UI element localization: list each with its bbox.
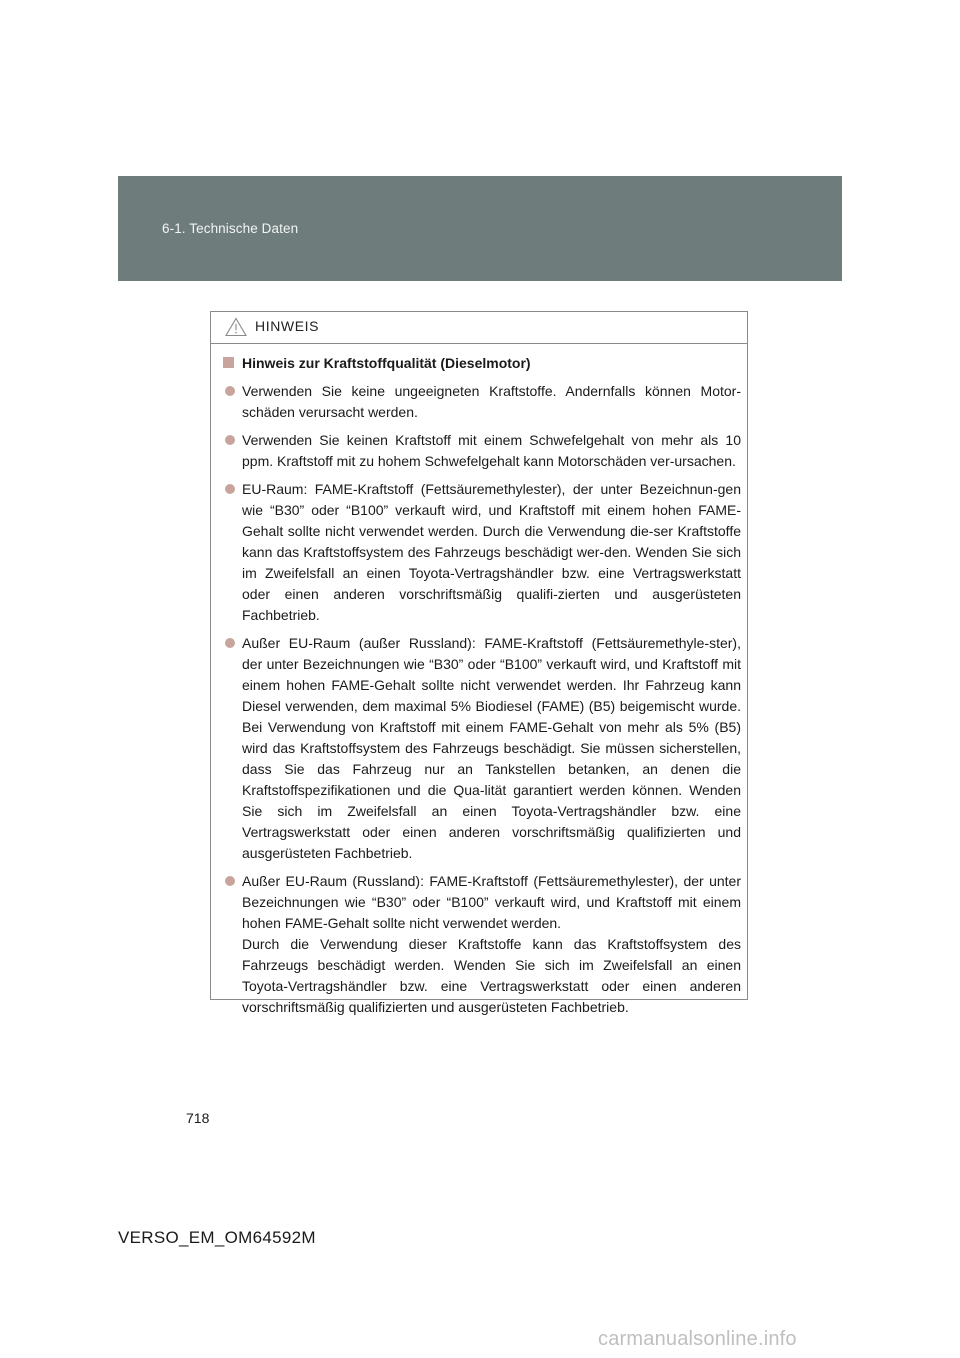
document-code: VERSO_EM_OM64592M: [118, 1228, 316, 1247]
notice-box: [210, 311, 748, 1015]
bullet-dot-icon: [225, 484, 235, 494]
warning-triangle-icon: [225, 317, 247, 337]
notice-title: HINWEIS: [255, 318, 320, 334]
bullet-text: Außer EU-Raum (Russland): FAME-Kraftstoff (Fettsäuremethylester), der unter Bezeichnungen wie “B30” oder “B100” verkauft wird, und Kraftstoff mit einem hohen FAME-Gehalt sollte nicht verwendet werden. Durch die Verwendung dieser Kraftstoffe kann das Kraftstoffsystem des Fahrzeugs beschädigt werden. Wenden Sie sich im Zweifelsfall an einen Toyota-Vertragshändler bzw. eine Vertragswerkstatt oder einen anderen vorschriftsmäßig qualifizierten und ausgerüsteten Fachbetrieb.: [242, 873, 741, 1015]
square-bullet-icon: [223, 357, 234, 368]
bullet-text: EU-Raum: FAME-Kraftstoff (Fettsäuremethylester), der unter Bezeichnun-gen wie “B30” oder “B100” verkauft wird, und Kraftstoff mit einem hohen FAME-Gehalt sollte nicht verwendet werden. Durch die Verwendung die-ser Kraftstoffe kann das Kraftstoffsystem des Fahrzeugs beschädigt wer-den. Wenden Sie sich im Zweifelsfall an einen Toyota-Vertragshändler bzw. eine Vertragswerkstatt oder einen anderen vorschriftsmäßig qualifi-zierten und ausgerüsteten Fachbetrieb.: [242, 481, 741, 623]
topic-heading: [211, 352, 747, 374]
notice-header: [211, 312, 747, 344]
bullet-dot-icon: [225, 435, 235, 445]
watermark: carmanualsonline.info: [598, 1328, 797, 1350]
bullet-dot-icon: [225, 638, 235, 648]
page-number: 718: [186, 1110, 210, 1126]
bullet-item: [211, 633, 747, 864]
bullet-dot-icon: [225, 876, 235, 886]
bullet-item: [211, 479, 747, 626]
header-band: [118, 176, 842, 281]
bullet-item: [211, 430, 747, 472]
bullet-text: Verwenden Sie keine ungeeigneten Kraftstoffe. Andernfalls können Motor-schäden verursacht werden.: [242, 383, 741, 420]
section-label: 6-1. Technische Daten: [162, 221, 299, 236]
bullet-text: Außer EU-Raum (außer Russland): FAME-Kraftstoff (Fettsäuremethyle-ster), der unter Bezeichnungen wie “B30” oder “B100” verkauft wird, und Kraftstoff mit einem hohen FAME-Gehalt sollte nicht verwendet werden. Ihr Fahrzeug kann Diesel verwenden, dem maximal 5% Biodiesel (FAME) (B5) beigemischt wurde. Bei Verwendung von Kraftstoff mit einem FAME-Gehalt von mehr als 5% (B5) wird das Kraftstoffsystem des Fahrzeugs beschädigt. Sie müssen sicherstellen, dass Sie das Fahrzeug nur an Tankstellen betanken, an denen die Kraftstoffspezifikationen und die Qua-lität garantiert werden können. Wenden Sie sich im Zweifelsfall an einen Toyota-Vertragshändler bzw. eine Vertragswerkstatt oder einen anderen vorschriftsmäßig qualifizierten und ausgerüsteten Fachbetrieb.: [242, 635, 741, 861]
bullet-item: [211, 871, 747, 1018]
bullet-text: Verwenden Sie keinen Kraftstoff mit einem Schwefelgehalt von mehr als 10 ppm. Kraftstoff mit zu hohem Schwefelgehalt kann Motorschäden ver-ursachen.: [242, 432, 741, 469]
bullet-dot-icon: [225, 386, 235, 396]
notice-body: [211, 352, 747, 1018]
bullet-item: [211, 381, 747, 423]
topic-heading-text: Hinweis zur Kraftstoffqualität (Dieselmotor): [242, 355, 531, 371]
